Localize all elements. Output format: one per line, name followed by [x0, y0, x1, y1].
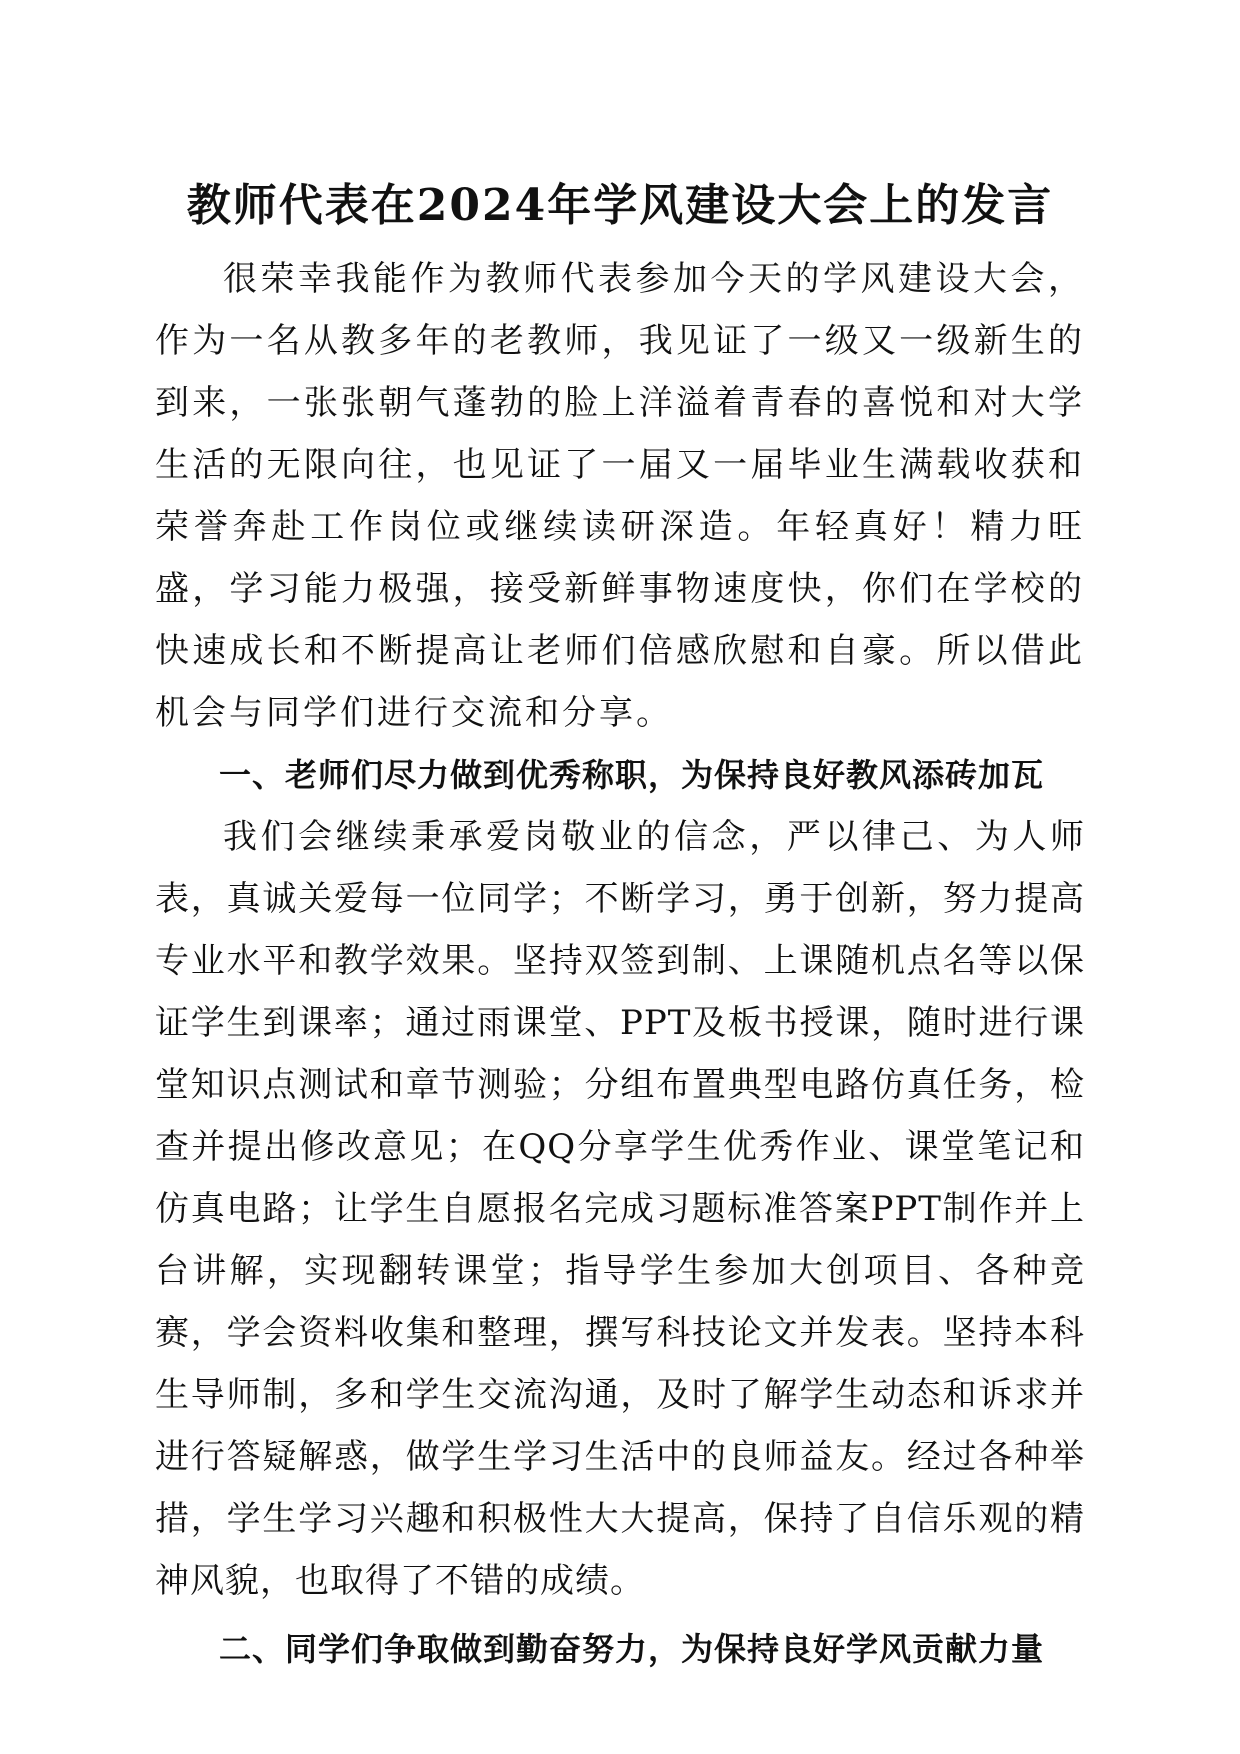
section-1-heading: 一、老师们尽力做到优秀称职，为保持良好教风添砖加瓦	[219, 756, 1045, 794]
intro-paragraph: 很荣幸我能作为教师代表参加今天的学风建设大会，作为一名从教多年的老教师，我见证了一级又一级新生的到来，一张张朝气蓬勃的脸上洋溢着青春的喜悦和对大学生活的无限向往，也见证了一届又一届毕业生满载收获和荣誉奔赴工作岗位或继续读研深造。年轻真好！精力旺盛，学习能力极强，接受新鲜事物速度快，你们在学校的快速成长和不断提高让老师们倍感欣慰和自豪。所以借此机会与同学们进行交流和分享。	[155, 259, 1085, 733]
section-1-paragraph: 我们会继续秉承爱岗敬业的信念，严以律己、为人师表，真诚关爱每一位同学；不断学习，勇于创新，努力提高专业水平和教学效果。坚持双签到制、上课随机点名等以保证学生到课率；通过雨课堂、PPT及板书授课，随时进行课堂知识点测试和章节测验；分组布置典型电路仿真任务，检查并提出修改意见；在QQ分享学生优秀作业、课堂笔记和仿真电路；让学生自愿报名完成习题标准答案PPT制作并上台讲解，实现翻转课堂；指导学生参加大创项目、各种竞赛，学会资料收集和整理，撰写科技论文并发表。坚持本科生导师制，多和学生交流沟通，及时了解学生动态和诉求并进行答疑解惑，做学生学习生活中的良师益友。经过各种举措，学生学习兴趣和积极性大大提高，保持了自信乐观的精神风貌，也取得了不错的成绩。	[155, 817, 1085, 1601]
document-body	[155, 248, 1085, 1680]
section-2-heading: 二、同学们争取做到勤奋努力，为保持良好学风贡献力量	[219, 1630, 1045, 1668]
document-title: 教师代表在2024年学风建设大会上的发言	[186, 180, 1054, 231]
